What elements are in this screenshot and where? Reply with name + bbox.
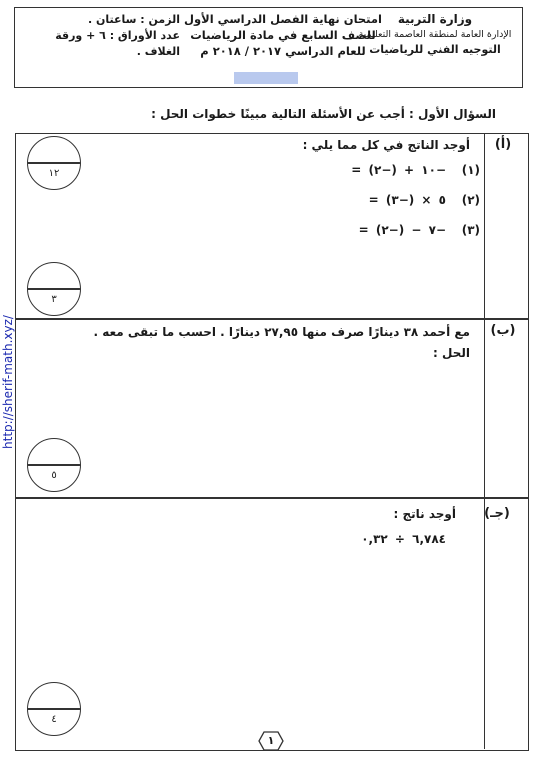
score-total-value: ١٢ <box>48 168 60 179</box>
score-part-b-value: ٥ <box>51 470 57 481</box>
score-circle-part-a <box>27 262 81 316</box>
page-count: عدد الأوراق : ٦ + ورقة الغلاف . <box>55 29 180 58</box>
section-divider-a-b <box>15 318 529 320</box>
score-part-a-value: ٣ <box>51 294 57 305</box>
part-a-item-1-expr: −١٠ + (−٢) = <box>351 163 446 177</box>
part-a-label: (أ) <box>494 137 512 152</box>
part-b-label: (ب) <box>490 323 516 338</box>
page-number: ١ <box>267 734 275 747</box>
part-b-solution-label: الحل : <box>433 346 470 360</box>
part-a-item-2-expr: ٥ × (−٣) = <box>368 193 446 207</box>
part-a-item-3-expr: −٧ − (−٢) = <box>358 223 446 237</box>
page-number-badge <box>258 731 284 751</box>
score-circle-part-b <box>27 438 81 492</box>
supervision-name: التوجيه الفني للرياضيات <box>369 43 501 56</box>
ministry-name: وزارة التربية <box>397 12 473 26</box>
part-c-label: (جـ) <box>484 506 510 521</box>
directorate-name: الإدارة العامة لمنطقة العاصمة التعليمية <box>358 29 512 40</box>
header-time-block <box>30 12 180 60</box>
part-c-prompt: أوجد ناتج : <box>393 507 456 521</box>
section-divider-b-c <box>15 497 529 499</box>
school-year: للعام الدراسي ٢٠١٧ / ٢٠١٨ م <box>200 44 366 58</box>
part-a-item-3-num: (٣) <box>461 223 480 237</box>
part-a-prompt: أوجد الناتج في كل مما يلي : <box>302 138 470 152</box>
part-a-item-1-num: (١) <box>461 163 480 177</box>
exam-title: امتحان نهاية الفصل الدراسي الأول <box>184 12 382 26</box>
part-c-expression: ٦,٧٨٤ ÷ ٠,٣٢ <box>361 532 446 546</box>
header-exam-block <box>183 11 383 59</box>
label-column-divider <box>484 133 485 749</box>
score-circle-total <box>27 136 81 190</box>
grade-subject: للصف السابع في مادة الرياضيات <box>190 28 376 42</box>
highlight-mark <box>234 72 298 84</box>
question-title: السؤال الأول : أجب عن الأسئلة التالية مبينًا خطوات الحل : <box>151 107 496 121</box>
side-url[interactable]: http://sherif-math.xyz/ <box>1 315 15 449</box>
part-b-text: مع أحمد ٣٨ دينارًا صرف منها ٢٧,٩٥ دينارًا . احسب ما تبقى معه . <box>93 325 470 339</box>
score-circle-part-c <box>27 682 81 736</box>
part-a-item-2-num: (٢) <box>461 193 480 207</box>
exam-time: الزمن : ساعتان . <box>88 13 180 26</box>
score-part-c-value: ٤ <box>51 714 57 725</box>
question-frame <box>15 133 529 751</box>
